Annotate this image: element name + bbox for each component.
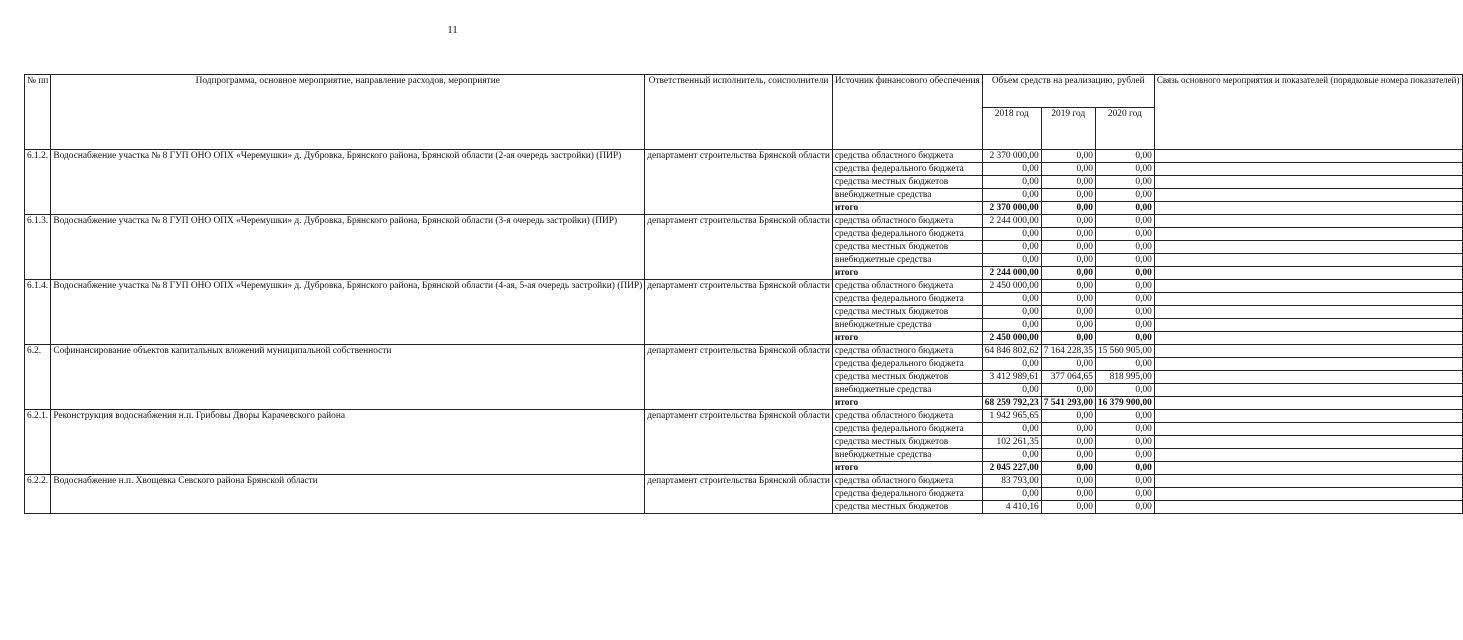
indicator-link-cell	[1154, 254, 1462, 267]
funding-source: средства областного бюджета	[832, 475, 982, 488]
indicator-link-cell	[1154, 319, 1462, 332]
funding-source: средства областного бюджета	[832, 410, 982, 423]
indicator-link-cell	[1154, 397, 1462, 410]
budget-table	[24, 74, 1463, 514]
indicator-link-cell	[1154, 501, 1462, 514]
amount-2019: 0,00	[1041, 410, 1095, 423]
amount-2020: 0,00	[1095, 280, 1154, 293]
row-code: 6.1.3.	[25, 215, 51, 280]
amount-2019: 0,00	[1041, 384, 1095, 397]
funding-source: средства федерального бюджета	[832, 228, 982, 241]
amount-2019: 0,00	[1041, 449, 1095, 462]
header-executor: Ответственный исполнитель, соисполнители	[645, 75, 833, 150]
funding-source: средства местных бюджетов	[832, 501, 982, 514]
amount-2020: 0,00	[1095, 176, 1154, 189]
indicator-link-cell	[1154, 462, 1462, 475]
row-code: 6.2.2.	[25, 475, 51, 514]
amount-2019: 0,00	[1041, 475, 1095, 488]
indicator-link-cell	[1154, 358, 1462, 371]
amount-2020: 0,00	[1095, 436, 1154, 449]
amount-2018: 0,00	[982, 189, 1041, 202]
executor-name: департамент строительства Брянской области	[645, 475, 833, 514]
amount-2019: 0,00	[1041, 358, 1095, 371]
amount-2018: 0,00	[982, 254, 1041, 267]
table-row	[25, 475, 1463, 488]
amount-2019: 0,00	[1041, 488, 1095, 501]
amount-2019: 0,00	[1041, 501, 1095, 514]
row-code: 6.1.2.	[25, 150, 51, 215]
amount-2020: 0,00	[1095, 332, 1154, 345]
indicator-link-cell	[1154, 163, 1462, 176]
funding-source: средства местных бюджетов	[832, 306, 982, 319]
amount-2018: 2 370 000,00	[982, 150, 1041, 163]
amount-2019: 0,00	[1041, 176, 1095, 189]
funding-source: средства федерального бюджета	[832, 358, 982, 371]
amount-2018: 0,00	[982, 423, 1041, 436]
table-row	[25, 150, 1463, 163]
amount-2018: 0,00	[982, 358, 1041, 371]
funding-source: средства местных бюджетов	[832, 371, 982, 384]
amount-2020: 16 379 900,00	[1095, 397, 1154, 410]
row-code: 6.2.1.	[25, 410, 51, 475]
funding-source: средства областного бюджета	[832, 345, 982, 358]
funding-source: средства местных бюджетов	[832, 436, 982, 449]
funding-source: средства областного бюджета	[832, 280, 982, 293]
amount-2019: 0,00	[1041, 241, 1095, 254]
indicator-link-cell	[1154, 176, 1462, 189]
amount-2019: 0,00	[1041, 423, 1095, 436]
executor-name: департамент строительства Брянской области	[645, 345, 833, 410]
executor-name: департамент строительства Брянской области	[645, 410, 833, 475]
amount-2020: 0,00	[1095, 449, 1154, 462]
indicator-link-cell	[1154, 384, 1462, 397]
amount-2020: 0,00	[1095, 462, 1154, 475]
amount-2018: 0,00	[982, 306, 1041, 319]
indicator-link-cell	[1154, 280, 1462, 293]
amount-2020: 0,00	[1095, 410, 1154, 423]
amount-2018: 0,00	[982, 488, 1041, 501]
amount-2019: 0,00	[1041, 267, 1095, 280]
executor-name: департамент строительства Брянской области	[645, 280, 833, 345]
executor-name: департамент строительства Брянской области	[645, 150, 833, 215]
amount-2020: 15 560 905,00	[1095, 345, 1154, 358]
amount-2018: 3 412 989,61	[982, 371, 1041, 384]
amount-2019: 0,00	[1041, 293, 1095, 306]
row-code: 6.2.	[25, 345, 51, 410]
amount-2019: 0,00	[1041, 202, 1095, 215]
amount-2020: 0,00	[1095, 358, 1154, 371]
table-body	[25, 150, 1463, 514]
funding-source: средства федерального бюджета	[832, 488, 982, 501]
indicator-link-cell	[1154, 332, 1462, 345]
amount-2018: 0,00	[982, 384, 1041, 397]
amount-2020: 0,00	[1095, 319, 1154, 332]
indicator-link-cell	[1154, 449, 1462, 462]
amount-2020: 0,00	[1095, 475, 1154, 488]
amount-2020: 0,00	[1095, 163, 1154, 176]
funding-source: итого	[832, 462, 982, 475]
funding-source: средства местных бюджетов	[832, 241, 982, 254]
amount-2018: 0,00	[982, 319, 1041, 332]
indicator-link-cell	[1154, 410, 1462, 423]
amount-2019: 0,00	[1041, 163, 1095, 176]
funding-source: итого	[832, 267, 982, 280]
funding-source: средства областного бюджета	[832, 215, 982, 228]
amount-2020: 0,00	[1095, 423, 1154, 436]
amount-2018: 2 370 000,00	[982, 202, 1041, 215]
funding-source: итого	[832, 332, 982, 345]
measure-name: Водоснабжение участка № 8 ГУП ОНО ОПХ «Черемушки» д. Дубровка, Брянского района, Брянской области (2-ая очередь застройки) (ПИР)	[51, 150, 645, 215]
amount-2018: 102 261,35	[982, 436, 1041, 449]
amount-2018: 2 244 000,00	[982, 267, 1041, 280]
amount-2020: 0,00	[1095, 189, 1154, 202]
indicator-link-cell	[1154, 189, 1462, 202]
indicator-link-cell	[1154, 267, 1462, 280]
indicator-link-cell	[1154, 241, 1462, 254]
funding-source: внебюджетные средства	[832, 384, 982, 397]
table-row	[25, 345, 1463, 358]
indicator-link-cell	[1154, 345, 1462, 358]
indicator-link-cell	[1154, 293, 1462, 306]
amount-2018: 2 244 000,00	[982, 215, 1041, 228]
amount-2018: 0,00	[982, 228, 1041, 241]
header-num: № пп	[25, 75, 51, 150]
amount-2019: 0,00	[1041, 228, 1095, 241]
table-row	[25, 410, 1463, 423]
measure-name: Реконструкция водоснабжения н.п. Грибовы Дворы Карачевского района	[51, 410, 645, 475]
amount-2019: 0,00	[1041, 150, 1095, 163]
amount-2018: 0,00	[982, 293, 1041, 306]
indicator-link-cell	[1154, 150, 1462, 163]
amount-2019: 7 164 228,35	[1041, 345, 1095, 358]
funding-source: средства федерального бюджета	[832, 423, 982, 436]
amount-2018: 68 259 792,23	[982, 397, 1041, 410]
amount-2020: 0,00	[1095, 150, 1154, 163]
indicator-link-cell	[1154, 436, 1462, 449]
amount-2020: 818 995,00	[1095, 371, 1154, 384]
indicator-link-cell	[1154, 215, 1462, 228]
amount-2018: 0,00	[982, 163, 1041, 176]
table-row	[25, 280, 1463, 293]
amount-2019: 0,00	[1041, 319, 1095, 332]
funding-source: внебюджетные средства	[832, 254, 982, 267]
header-year-2018: 2018 год	[982, 108, 1041, 150]
funding-source: внебюджетные средства	[832, 449, 982, 462]
amount-2019: 0,00	[1041, 462, 1095, 475]
amount-2020: 0,00	[1095, 293, 1154, 306]
table-header	[25, 75, 1463, 150]
amount-2020: 0,00	[1095, 306, 1154, 319]
executor-name: департамент строительства Брянской области	[645, 215, 833, 280]
header-volume: Объем средств на реализацию, рублей	[982, 75, 1154, 108]
amount-2019: 0,00	[1041, 189, 1095, 202]
amount-2018: 2 450 000,00	[982, 332, 1041, 345]
amount-2018: 4 410,16	[982, 501, 1041, 514]
amount-2019: 0,00	[1041, 306, 1095, 319]
amount-2019: 0,00	[1041, 332, 1095, 345]
amount-2019: 0,00	[1041, 215, 1095, 228]
amount-2018: 64 846 802,62	[982, 345, 1041, 358]
funding-source: внебюджетные средства	[832, 189, 982, 202]
amount-2019: 0,00	[1041, 280, 1095, 293]
page-number: 11	[447, 24, 458, 36]
indicator-link-cell	[1154, 202, 1462, 215]
amount-2018: 0,00	[982, 241, 1041, 254]
table-row	[25, 215, 1463, 228]
amount-2020: 0,00	[1095, 488, 1154, 501]
amount-2020: 0,00	[1095, 384, 1154, 397]
amount-2020: 0,00	[1095, 267, 1154, 280]
amount-2018: 0,00	[982, 176, 1041, 189]
indicator-link-cell	[1154, 423, 1462, 436]
amount-2018: 2 045 227,00	[982, 462, 1041, 475]
indicator-link-cell	[1154, 306, 1462, 319]
amount-2020: 0,00	[1095, 254, 1154, 267]
funding-source: средства федерального бюджета	[832, 163, 982, 176]
measure-name: Водоснабжение участка № 8 ГУП ОНО ОПХ «Черемушки» д. Дубровка, Брянского района, Брянской области (4-ая, 5-ая очередь застройки) (ПИР)	[51, 280, 645, 345]
indicator-link-cell	[1154, 228, 1462, 241]
indicator-link-cell	[1154, 371, 1462, 384]
amount-2019: 377 064,65	[1041, 371, 1095, 384]
header-source: Источник финансового обеспечения	[832, 75, 982, 150]
funding-source: итого	[832, 202, 982, 215]
amount-2018: 2 450 000,00	[982, 280, 1041, 293]
amount-2018: 1 942 965,65	[982, 410, 1041, 423]
header-year-2019: 2019 год	[1041, 108, 1095, 150]
indicator-link-cell	[1154, 475, 1462, 488]
funding-source: итого	[832, 397, 982, 410]
amount-2020: 0,00	[1095, 202, 1154, 215]
amount-2018: 83 793,00	[982, 475, 1041, 488]
funding-source: средства местных бюджетов	[832, 176, 982, 189]
amount-2020: 0,00	[1095, 501, 1154, 514]
measure-name: Софинансирование объектов капитальных вложений муниципальной собственности	[51, 345, 645, 410]
funding-source: внебюджетные средства	[832, 319, 982, 332]
header-year-2020: 2020 год	[1095, 108, 1154, 150]
indicator-link-cell	[1154, 488, 1462, 501]
amount-2019: 0,00	[1041, 254, 1095, 267]
amount-2020: 0,00	[1095, 241, 1154, 254]
header-subprogram: Подпрограмма, основное мероприятие, направление расходов, мероприятие	[51, 75, 645, 150]
amount-2018: 0,00	[982, 449, 1041, 462]
amount-2019: 7 541 293,00	[1041, 397, 1095, 410]
amount-2020: 0,00	[1095, 215, 1154, 228]
measure-name: Водоснабжение н.п. Хвощевка Севского района Брянской области	[51, 475, 645, 514]
row-code: 6.1.4.	[25, 280, 51, 345]
funding-source: средства областного бюджета	[832, 150, 982, 163]
header-link: Связь основного мероприятия и показателей (порядковые номера показателей)	[1154, 75, 1462, 150]
amount-2019: 0,00	[1041, 436, 1095, 449]
funding-source: средства федерального бюджета	[832, 293, 982, 306]
measure-name: Водоснабжение участка № 8 ГУП ОНО ОПХ «Черемушки» д. Дубровка, Брянского района, Брянской области (3-я очередь застройки) (ПИР)	[51, 215, 645, 280]
amount-2020: 0,00	[1095, 228, 1154, 241]
